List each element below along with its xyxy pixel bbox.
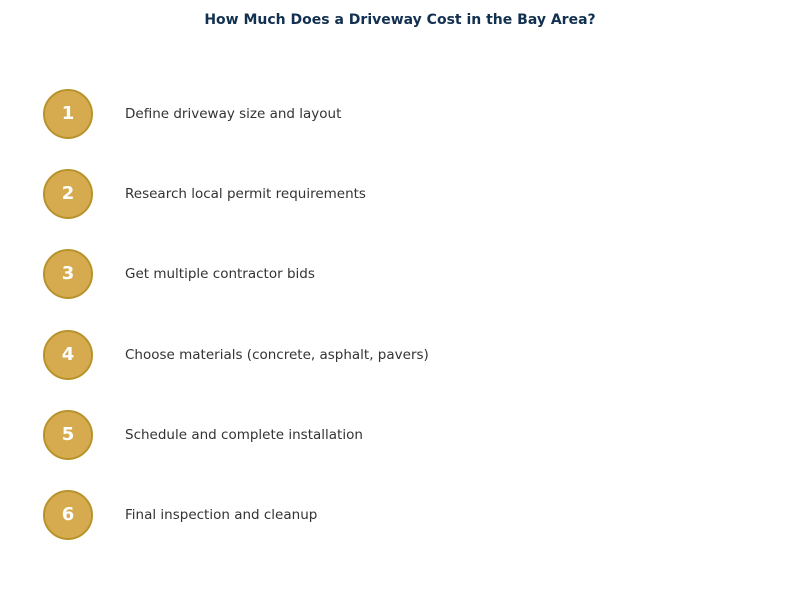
step-number-badge: 5 <box>43 410 93 460</box>
step-number-badge: 6 <box>43 490 93 540</box>
step-label: Define driveway size and layout <box>125 106 342 122</box>
page-title: How Much Does a Driveway Cost in the Bay Area? <box>204 12 596 28</box>
step-number-badge: 2 <box>43 169 93 219</box>
step-number-badge: 3 <box>43 249 93 299</box>
step-label: Get multiple contractor bids <box>125 266 315 282</box>
step-label: Choose materials (concrete, asphalt, pavers) <box>125 347 429 363</box>
step-item <box>43 410 743 460</box>
step-item <box>43 330 743 380</box>
step-item <box>43 169 743 219</box>
step-item <box>43 490 743 540</box>
step-label: Research local permit requirements <box>125 186 366 202</box>
step-label: Final inspection and cleanup <box>125 507 318 523</box>
step-item <box>43 89 743 139</box>
step-number-badge: 1 <box>43 89 93 139</box>
step-number-badge: 4 <box>43 330 93 380</box>
step-label: Schedule and complete installation <box>125 427 363 443</box>
step-item <box>43 249 743 299</box>
